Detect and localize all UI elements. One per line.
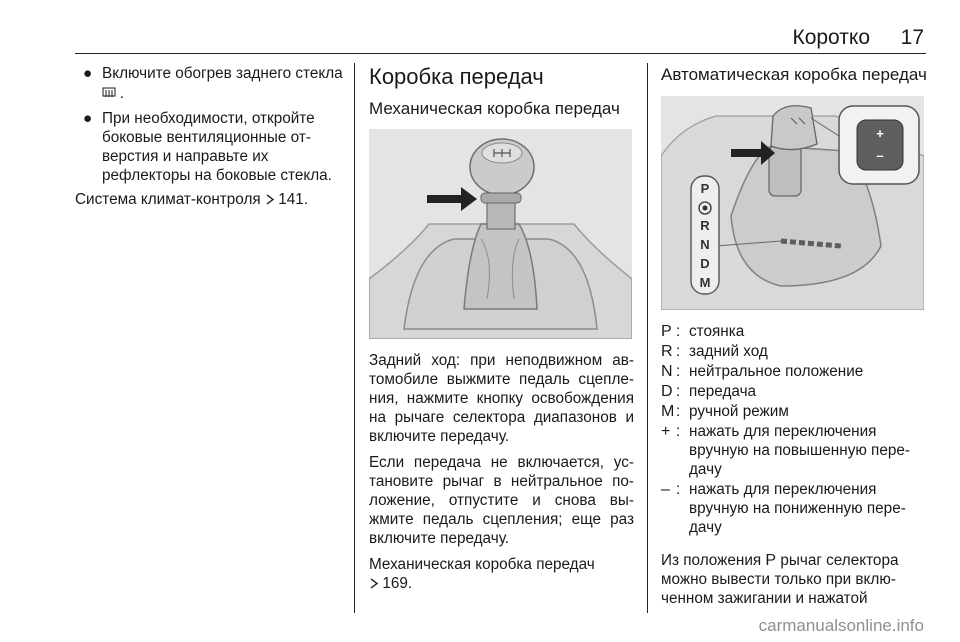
park-key: P [765,552,777,569]
figure-label-p: P [700,181,710,196]
definition-row [661,382,929,401]
figure-button-plus: + [876,126,884,141]
figure-button-minus: – [876,148,884,163]
definition-key: + [661,423,671,440]
manual-gear-lever-illustration [369,129,632,339]
bullet-item [75,64,345,104]
definition-colon: : [676,423,681,440]
page-ref-arrow-icon [265,193,278,207]
subsection-heading: Автоматическая коробка передач [661,65,927,84]
definition-colon: : [676,383,681,400]
section-title: Коротко [792,26,870,49]
definition-row [661,322,929,341]
selector-positions-list [661,322,929,537]
definition-key: – [661,481,670,498]
column-1 [75,64,345,217]
definition-row [661,422,929,479]
watermark: carmanualsonline.info [758,616,924,635]
subsection-heading: Механическая коробка передач [369,99,620,118]
figure-label-d: D [700,256,710,271]
definition-description: передача [689,383,757,400]
definition-row [661,362,929,381]
definition-key: N [661,363,673,380]
definition-colon: : [676,323,681,340]
definition-colon: : [676,403,681,420]
definition-row [661,402,929,421]
figure-label-m: M [699,275,711,290]
manual-gearbox-page-link[interactable]: 169. [382,575,413,592]
column-3 [661,64,929,615]
bullet-text: Включите обогрев заднего стекла [102,65,343,82]
gear-not-engaging-paragraph: Если передача не включается, установите рычаг в нейтральное положение, отпустите и снова выжмите педаль сцепления; еще раз включите передачу. [369,454,634,547]
definition-description: ручной режим [689,403,789,420]
bullet-text-end: . [119,85,125,102]
definition-description: задний ход [689,343,768,360]
column-2 [369,64,634,601]
park-text-end: рычаг селектора можно вывести только при включенном зажигании и нажатой [661,552,899,607]
manual-gearbox-ref-text: Механическая коробка передач [369,556,595,573]
bullet-dot: ● [83,110,93,127]
definition-key: D [661,383,673,400]
definition-row [661,480,929,537]
automatic-selector-illustration [661,96,924,310]
climate-text: Система климат-контроля [75,191,265,208]
page-number: 17 [900,26,924,49]
rear-defrost-icon [102,87,120,101]
definition-key: P [661,323,672,340]
figure-label-r: R [700,218,710,233]
reverse-gear-paragraph: Задний ход: при неподвижном автомобиле выжмите педаль сцепления, нажмите кнопку освобождения на рычаге селектора диапазонов и включите передачу. [369,352,634,445]
definition-colon: : [676,481,681,498]
column-divider-1 [354,63,355,613]
section-heading: Коробка передач [369,64,544,89]
definition-description: нейтральное положение [689,363,864,380]
manual-gearbox-reference [369,555,634,594]
figure-label-n: N [700,237,710,252]
definition-description: стоянка [689,323,745,340]
page-ref-arrow-icon [369,577,382,591]
definition-colon: : [676,343,681,360]
header-rule [75,53,926,54]
bullet-text: При необходимости, откройте боковые вентиляционные отверстия и направьте их рефлекторы на боковые стекла. [102,110,332,184]
park-position-paragraph [661,551,929,608]
bullet-item [75,109,345,185]
definition-key: M [661,403,675,420]
column-divider-2 [647,63,648,613]
page-header [75,26,926,54]
definition-description: нажать для переключения вручную на пониженную передачу [689,481,906,536]
climate-page-link[interactable]: 141. [278,191,309,208]
definition-description: нажать для переключения вручную на повышенную передачу [689,423,910,478]
bullet-dot: ● [83,65,93,82]
climate-reference [75,190,345,210]
definition-row [661,342,929,361]
park-text-start: Из положения [661,552,766,569]
definition-colon: : [676,363,681,380]
definition-key: R [661,343,673,360]
